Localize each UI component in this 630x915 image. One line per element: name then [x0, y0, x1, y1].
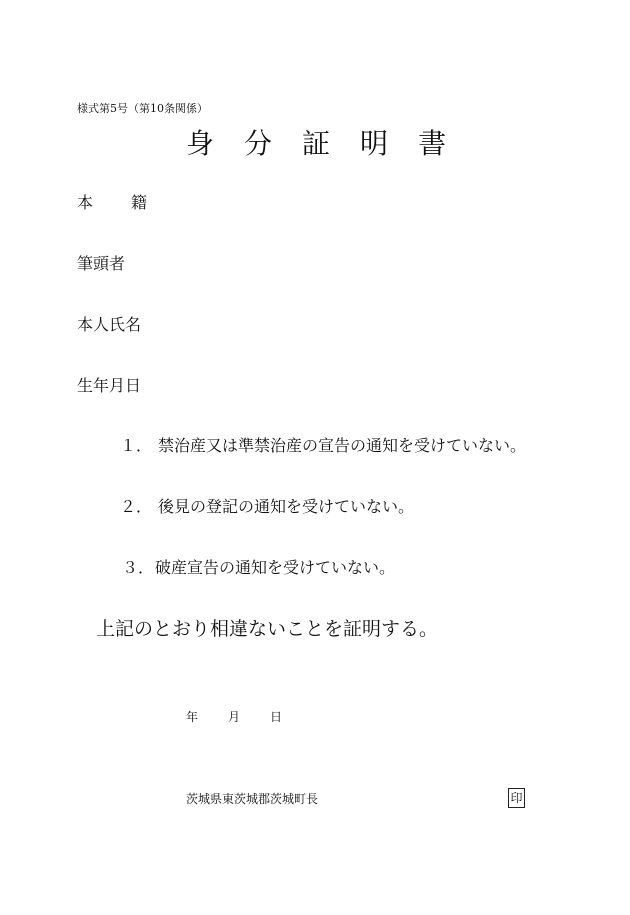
list-item-text: 破産宣告の通知を受けていない。	[155, 558, 396, 577]
field-honseki-char: 本	[77, 193, 94, 212]
seal-mark: 印	[508, 788, 525, 808]
title-char: 分	[244, 127, 273, 160]
title-char: 明	[360, 127, 389, 160]
field-honseki-char: 籍	[131, 193, 148, 212]
list-item	[120, 433, 526, 456]
list-item-number: １．	[120, 436, 153, 455]
title-char: 書	[418, 127, 447, 160]
title-char: 身	[186, 127, 215, 160]
list-item	[122, 555, 395, 578]
date-year-label: 年	[186, 710, 199, 724]
field-hittosha-label: 筆頭者	[77, 254, 126, 273]
document-title	[186, 122, 446, 162]
list-item-number: ２．	[120, 497, 153, 516]
list-item-text: 後見の登記の通知を受けていない。	[158, 497, 415, 516]
list-item-number: ３．	[122, 558, 155, 577]
field-name-label: 本人氏名	[77, 315, 142, 334]
list-item-text: 禁治産又は準禁治産の宣告の通知を受けていない。	[158, 436, 527, 455]
date-line	[186, 708, 282, 725]
field-birthdate-label: 生年月日	[77, 376, 142, 395]
date-day-label: 日	[270, 710, 283, 724]
list-item	[120, 494, 414, 517]
form-number: 様式第5号（第10条関係）	[77, 102, 208, 115]
field-honseki-label	[77, 190, 147, 213]
date-month-label: 月	[228, 710, 241, 724]
certification-statement: 上記のとおり相違ないことを証明する。	[96, 618, 439, 640]
issuer-name: 茨城県東茨城郡茨城町長	[186, 792, 319, 806]
title-char: 証	[302, 127, 331, 160]
